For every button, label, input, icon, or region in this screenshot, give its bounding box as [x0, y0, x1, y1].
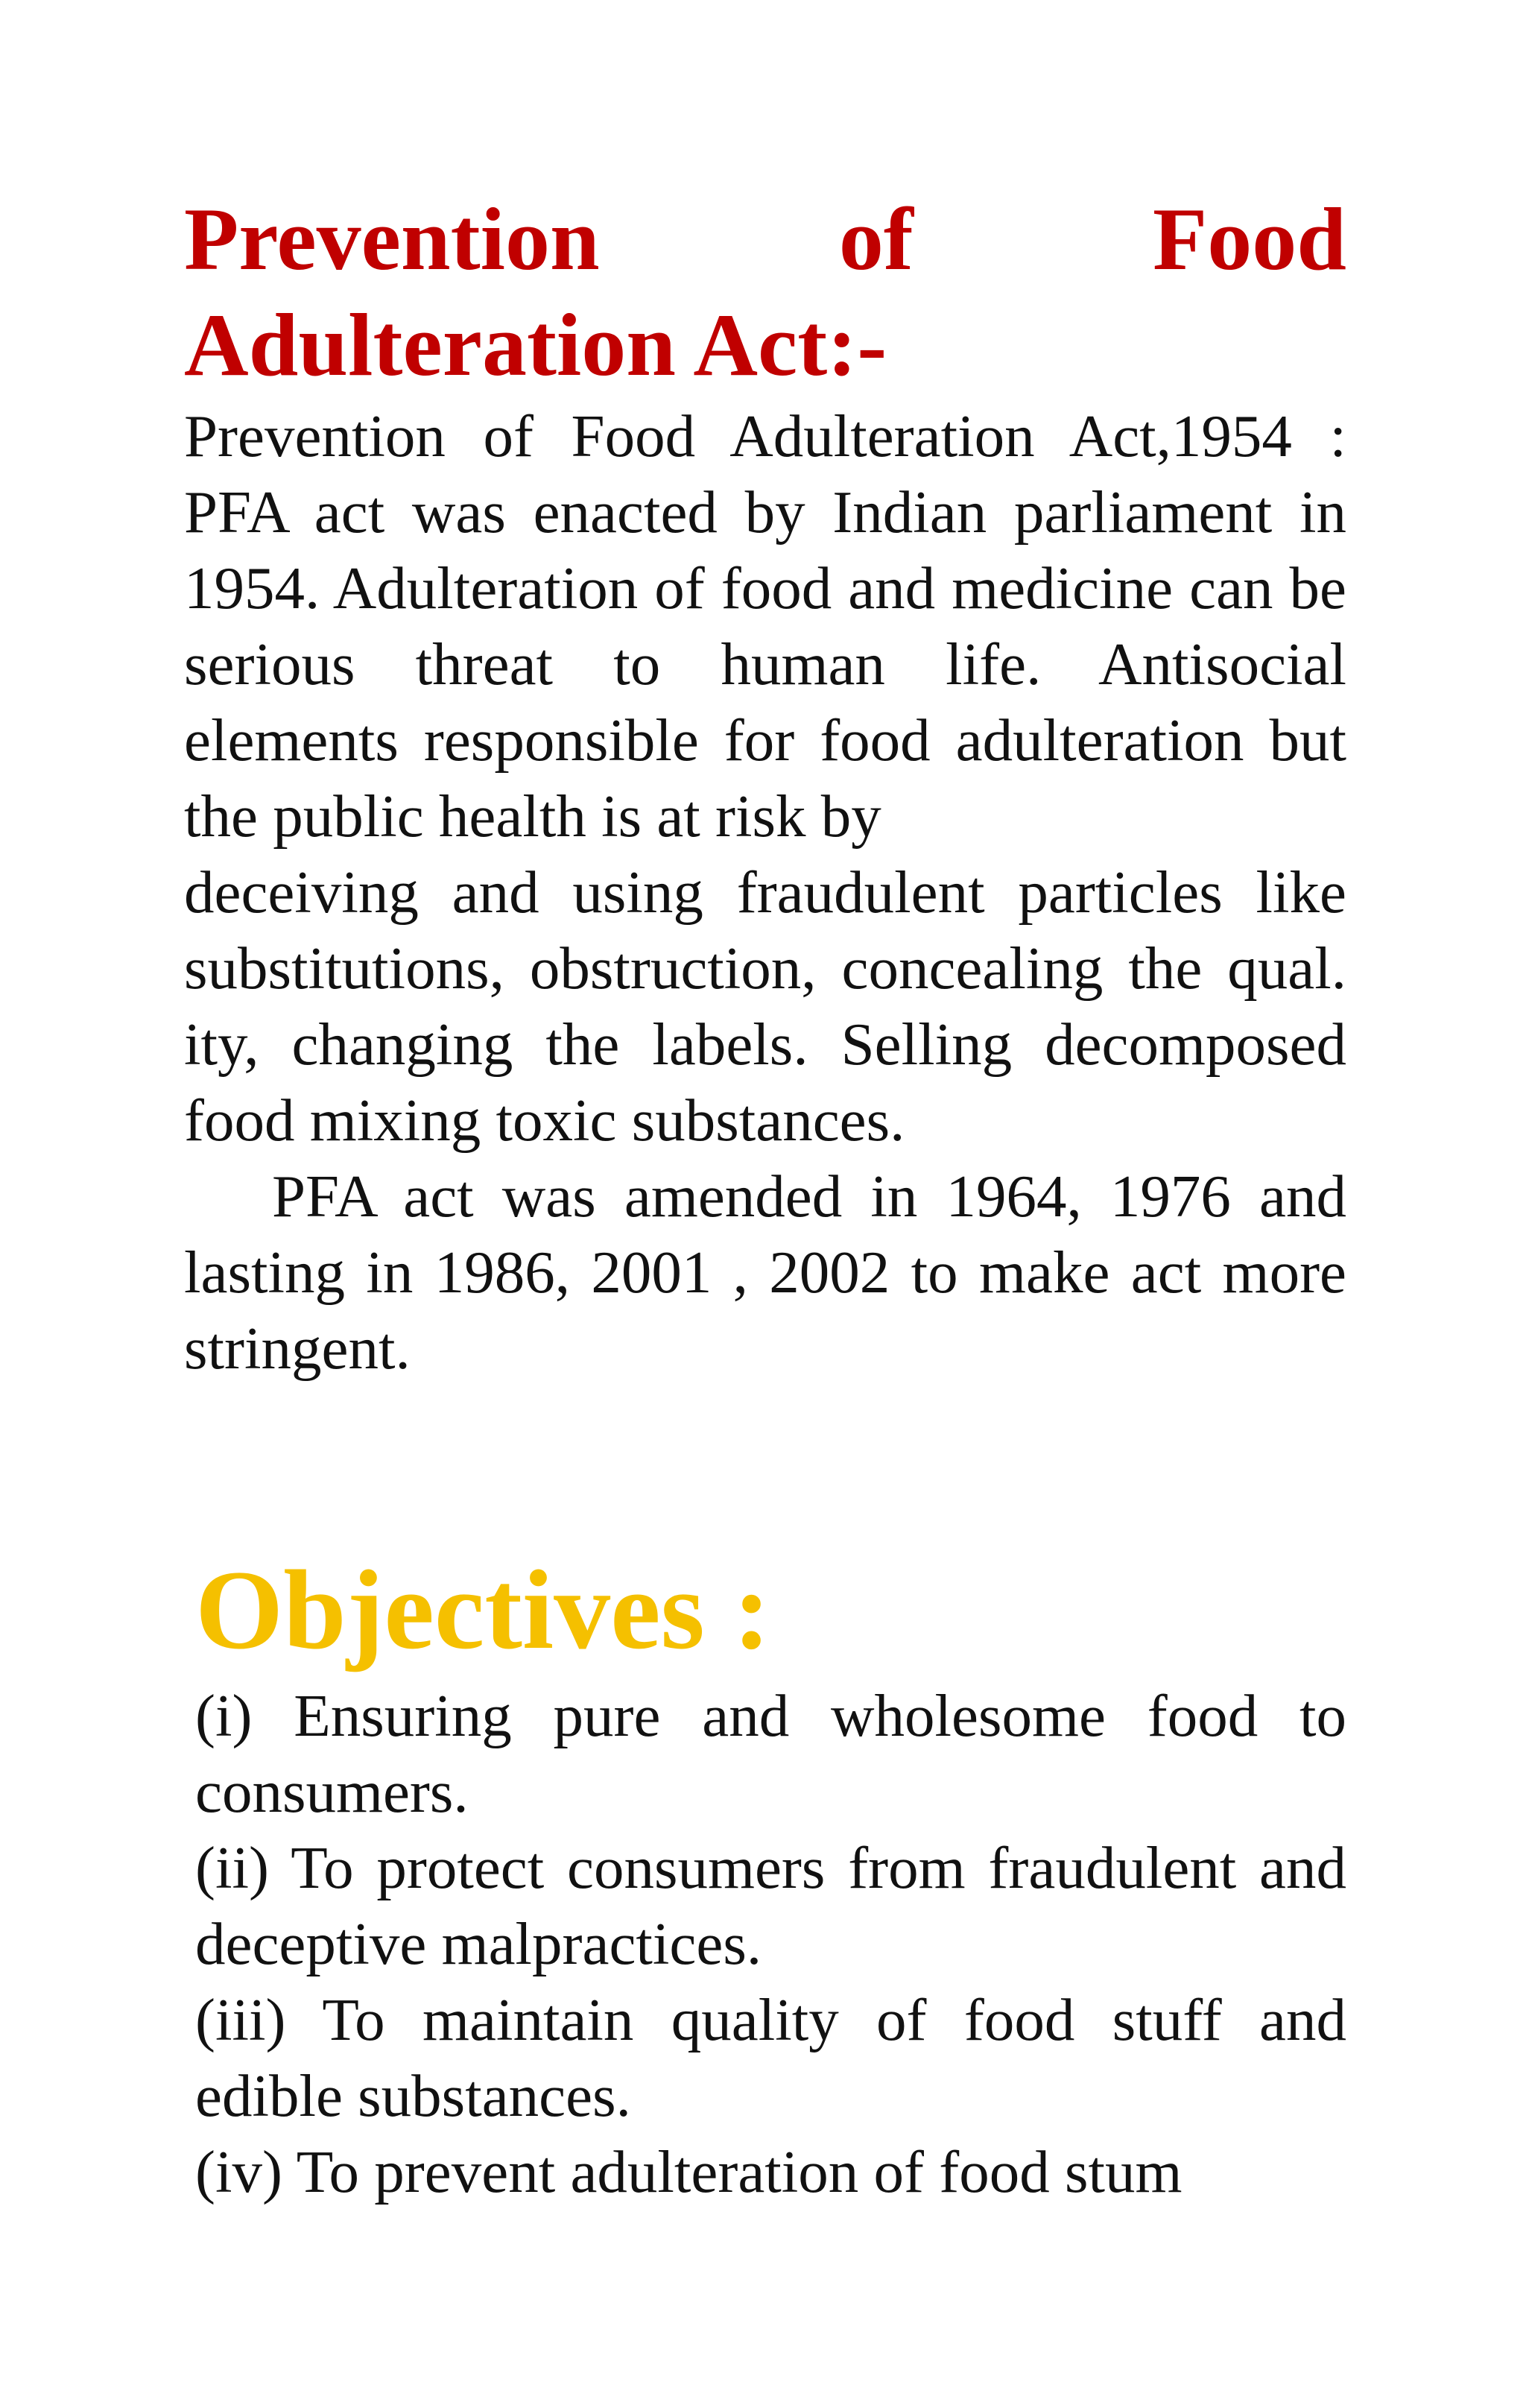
heading-line-1: Prevention of Food: [184, 189, 1346, 288]
objective-item-2: (ii) To protect consumers from fraudulent and deceptive malpractices.: [195, 1834, 1346, 1977]
objective-item-4: (iv) To prevent adulteration of food stum: [195, 2138, 1183, 2205]
pfa-act-section: [184, 186, 1346, 1386]
objectives-section: [195, 1546, 1346, 2210]
objectives-heading: Objectives :: [195, 1547, 771, 1672]
objective-item-3: (iii) To maintain quality of food stuff and edible substances.: [195, 1986, 1346, 2129]
paragraph-amendments-text: PFA act was amended in 1964, 1976 and lasting in 1986, 2001 , 2002 to make act more stringent.: [184, 1163, 1346, 1382]
heading-line-2: Adulteration Act:-: [184, 295, 887, 394]
paragraph-deceiving: deceiving and using fraudulent particles like substitutions, obstruction, concealing the qual. ity, changing the labels. Selling decomposed food mixing toxic substances.: [184, 859, 1346, 1154]
section-heading-pfa-act: [184, 186, 1346, 398]
objective-item-1: (i) Ensuring pure and wholesome food to consumers.: [195, 1682, 1346, 1825]
paragraph-intro: Prevention of Food Adulteration Act,1954 : PFA act was enacted by Indian parliament in 1954. Adulteration of food and medicine can be serious threat to human life. Antisocial elements responsible for food adulteration but the public health is at risk by: [184, 402, 1346, 850]
paragraph-amendments: [184, 1158, 1346, 1386]
